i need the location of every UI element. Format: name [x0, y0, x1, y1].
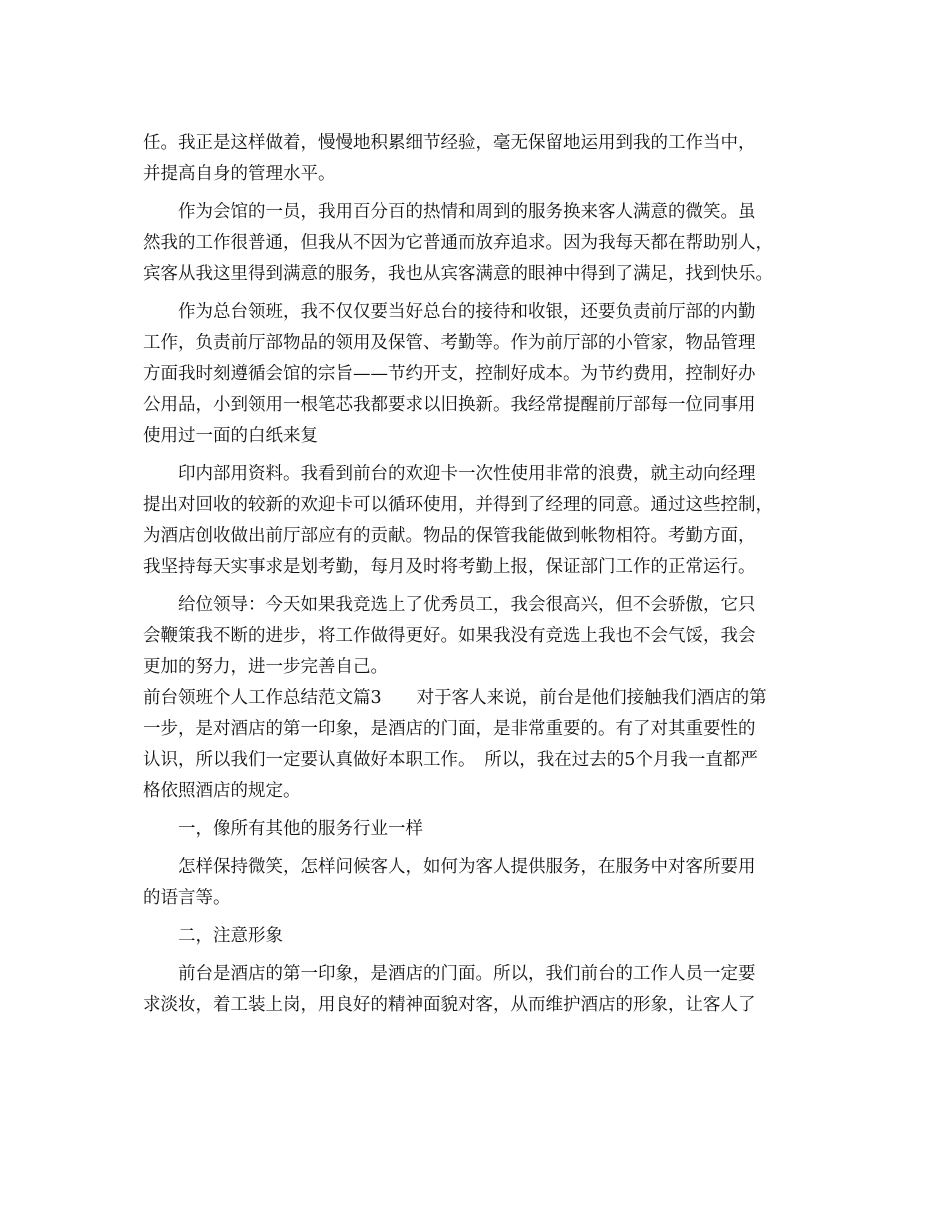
- text-line: 的语言等。: [143, 888, 231, 908]
- text-line: 前台是酒店的第一印象，是酒店的门面。所以，我们前台的工作人员一定要: [178, 964, 756, 984]
- text-line: 格依照酒店的规定。: [143, 781, 301, 801]
- text-line: 会鞭策我不断的进步，将工作做得更好。如果我没有竞选上我也不会气馁，我会: [143, 626, 756, 646]
- text-line: 并提高自身的管理水平。: [143, 164, 336, 184]
- text-line: 提出对回收的较新的欢迎卡可以循环使用，并得到了经理的同意。通过这些控制，: [143, 495, 773, 515]
- text-line: 前台领班个人工作总结范文篇3 对于客人来说，前台是他们接触我们酒店的第: [143, 688, 767, 708]
- text-line: 宾客从我这里得到满意的服务，我也从宾客满意的眼神中得到了满足，找到快乐。: [143, 264, 773, 284]
- text-line: 方面我时刻遵循会馆的宗旨——节约开支，控制好成本。为节约费用，控制好办: [143, 364, 756, 384]
- section-heading: 二，注意形象: [178, 926, 283, 946]
- text-line: 一步，是对酒店的第一印象，是酒店的门面，是非常重要的。有了对其重要性的: [143, 719, 756, 739]
- text-line: 工作，负责前厅部物品的领用及保管、考勤等。作为前厅部的小管家，物品管理: [143, 333, 756, 353]
- text-line: 我坚持每天实事求是划考勤，每月及时将考勤上报，保证部门工作的正常运行。: [143, 557, 756, 577]
- text-line: 更加的努力，进一步完善自己。: [143, 657, 388, 677]
- text-line: 作为总台领班，我不仅仅要当好总台的接待和收银，还要负责前厅部的内勤: [178, 302, 756, 322]
- document-page: [143, 128, 811, 1021]
- text-line: 使用过一面的白纸来复: [143, 426, 318, 446]
- text-line: 作为会馆的一员，我用百分百的热情和周到的服务换来客人满意的微笑。虽: [178, 202, 756, 222]
- text-line: 任。我正是这样做着，慢慢地积累细节经验，毫无保留地运用到我的工作当中，: [143, 133, 756, 153]
- text-line: 然我的工作很普通，但我从不因为它普通而放弃追求。因为我每天都在帮助别人，: [143, 233, 773, 253]
- text-line: 认识，所以我们一定要认真做好本职工作。 所以，我在过去的5个月我一直都严: [143, 750, 758, 770]
- text-line: 印内部用资料。我看到前台的欢迎卡一次性使用非常的浪费，就主动向经理: [178, 464, 756, 484]
- text-line: 怎样保持微笑，怎样问候客人，如何为客人提供服务，在服务中对客所要用: [178, 857, 756, 877]
- text-line: 求淡妆，着工装上岗，用良好的精神面貌对客，从而维护酒店的形象，让客人了: [143, 995, 756, 1015]
- text-line: 给位领导：今天如果我竞选上了优秀员工，我会很高兴，但不会骄傲，它只: [178, 595, 756, 615]
- text-line: 公用品，小到领用一根笔芯我都要求以旧换新。我经常提醒前厅部每一位同事用: [143, 395, 756, 415]
- text-line: 为酒店创收做出前厅部应有的贡献。物品的保管我能做到帐物相符。考勤方面，: [143, 526, 756, 546]
- section-heading: 一，像所有其他的服务行业一样: [178, 819, 423, 839]
